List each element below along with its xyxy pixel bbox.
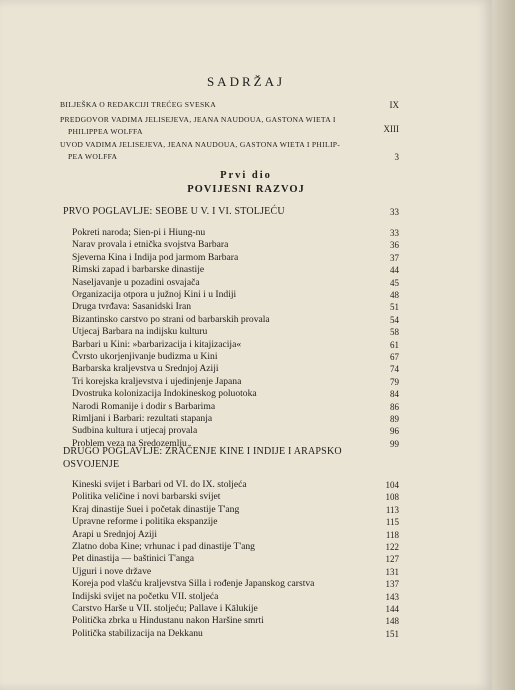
chapter1-entry: Pokreti naroda; Sien-pi i Hiung-nu [72, 227, 206, 238]
chapter2-entry-page: 104 [385, 480, 399, 490]
chapter2-entry: Politika veličine i novi barbarski svijet [72, 491, 221, 503]
part-title: POVIJESNI RAZVOJ [187, 184, 305, 195]
chapter2-entry: Politička stabilizacija na Dekkanu [72, 627, 203, 639]
chapter2-entry: Zlatno doba Kine; vrhunac i pad dinastije T'ang [72, 541, 255, 552]
chapter1-entry-page: 33 [390, 228, 399, 238]
chapter2-entry: Pet dinastija — baštinici T'anga [72, 553, 194, 565]
chapter2-entry-page: 115 [385, 517, 399, 528]
chapter1-entry: Rimljani i Barbari: rezultati stapanja [72, 413, 213, 424]
chapter1-entry: Narodi Romanije i dodir s Barbarima [72, 400, 216, 412]
chapter1-entry-page: 89 [390, 414, 399, 424]
intro-entry-2-cont: PHILIPPEA WOLFFA [68, 127, 143, 136]
chapter1-entry-page: 37 [390, 252, 399, 263]
chapter1-entry: Dvostruka kolonizacija Indokineskog poluotoka [72, 388, 257, 400]
intro-entry-2: PREDGOVOR VADIMA JELISEJEVA, JEANA NAUDOUA, GASTONA WIETA I [60, 115, 336, 124]
chapter1-page: 33 [390, 207, 399, 217]
chapter1-entry: Sjeverna Kina i Indija pod jarmom Barbara [72, 251, 239, 263]
chapter1-entry-page: 79 [390, 376, 399, 387]
chapter1-entry: Čvrsto ukorjenjivanje budizma u Kini [72, 351, 218, 362]
chapter1-entry: Druga tvrđava: Sasanidski Iran [72, 301, 192, 313]
chapter2-entry: Kineski svijet i Barbari od VI. do IX. stoljeća [72, 479, 247, 490]
chapter2-entry: Koreja pod vlašću kraljevstva Silla i rođenje Japanskog carstva [72, 578, 315, 590]
chapter1-entry-page: 36 [390, 240, 399, 251]
chapter2-title-cont: OSVOJENJE [63, 459, 120, 470]
chapter1-entry-page: 84 [390, 389, 399, 400]
chapter2-entry: Kraj dinastije Suei i početak dinastije T'ang [72, 503, 240, 515]
intro-entry-3: UVOD VADIMA JELISEJEVA, JEANA NAUDOUA, GASTONA WIETA I PHILIP- [60, 140, 341, 149]
chapter2-entry: Arapi u Srednjoj Aziji [72, 528, 157, 540]
chapter1-entry: Utjecaj Barbara na indijsku kulturu [72, 326, 208, 338]
chapter1-entry-page: 51 [390, 302, 399, 313]
chapter2-entry-page: 131 [385, 566, 399, 577]
chapter1-entry: Organizacija otpora u južnoj Kini i u Indiji [72, 289, 237, 300]
chapter1-entry: Naseljavanje u pozadini osvajača [72, 276, 200, 288]
chapter2-entry-page: 137 [385, 579, 399, 590]
chapter1-entry-page: 45 [390, 277, 399, 288]
chapter1-entry: Barbari u Kini: »barbarizacija i kitajizacija« [72, 338, 242, 350]
intro-page-3: 3 [394, 152, 399, 162]
chapter2-entry-page: 122 [385, 542, 399, 552]
chapter1-entry: Narav provala i etnička svojstva Barbara [72, 239, 229, 251]
intro-page-1: IX [389, 100, 399, 110]
chapter2-entry-page: 148 [385, 616, 399, 627]
toc-title: SADRŽAJ [206, 74, 286, 89]
chapter1-entry-page: 61 [390, 339, 399, 350]
chapter1-entry: Bizantinsko carstvo po strani od barbarskih provala [72, 313, 270, 325]
chapter2-entry: Ujguri i nove države [72, 565, 152, 577]
chapter2-entry: Upravne reforme i politika ekspanzije [72, 516, 218, 528]
chapter1-entry: Sudbina kultura i utjecaj provala [72, 425, 198, 437]
intro-entry-1: BILJEŠKA O REDAKCIJI TREĆEG SVESKA [60, 100, 217, 109]
chapter1-entry: Problem veza na Sredozemlju [72, 437, 187, 449]
chapter1-entry-page: 48 [390, 290, 399, 300]
chapter2-entry-page: 118 [385, 529, 399, 540]
chapter1-entry: Rimski zapad i barbarske dinastije [72, 264, 205, 276]
chapter1-entry-page: 86 [390, 401, 399, 412]
chapter1-entry-page: 54 [390, 314, 399, 325]
chapter2-title: DRUGO POGLAVLJE: ZRAČENJE KINE I INDIJE I ARAPSKO [63, 446, 342, 457]
page-edge [492, 0, 515, 690]
chapter2-entry: Indijski svijet na početku VII. stoljeća [72, 590, 219, 602]
chapter2-entry: Politička zbrka u Hindustanu nakon Haršine smrti [72, 615, 264, 627]
chapter2-entry-page: 151 [385, 628, 399, 639]
chapter2-entry: Carstvo Harše u VII. stoljeću; Pallave i Kālukije [72, 603, 258, 614]
intro-page-2: XIII [383, 124, 399, 134]
chapter2-entry-page: 108 [385, 492, 399, 503]
chapter2-entry-page: 127 [385, 554, 399, 565]
chapter1-title: PRVO POGLAVLJE: SEOBE U V. I VI. STOLJEĆU [63, 206, 285, 217]
intro-entry-3-cont: PEA WOLFFA [68, 152, 118, 161]
chapter1-entry-page: 58 [390, 327, 399, 338]
part-label: Prvi dio [220, 170, 272, 181]
chapter2-entry-page: 144 [385, 604, 399, 614]
chapter2-entry-page: 113 [385, 504, 399, 515]
chapter1-entry-page: 44 [390, 265, 399, 276]
chapter1-entry-page: 99 [390, 438, 399, 449]
chapter1-entry-page: 74 [390, 364, 399, 375]
chapter2-entry-page: 143 [385, 591, 399, 602]
chapter1-entry-page: 96 [390, 426, 399, 437]
chapter1-entry: Tri korejska kraljevstva i ujedinjenje Japana [72, 375, 242, 387]
chapter1-entry: Barbarska kraljevstva u Srednjoj Aziji [72, 363, 219, 375]
chapter1-entry-page: 67 [390, 352, 399, 362]
